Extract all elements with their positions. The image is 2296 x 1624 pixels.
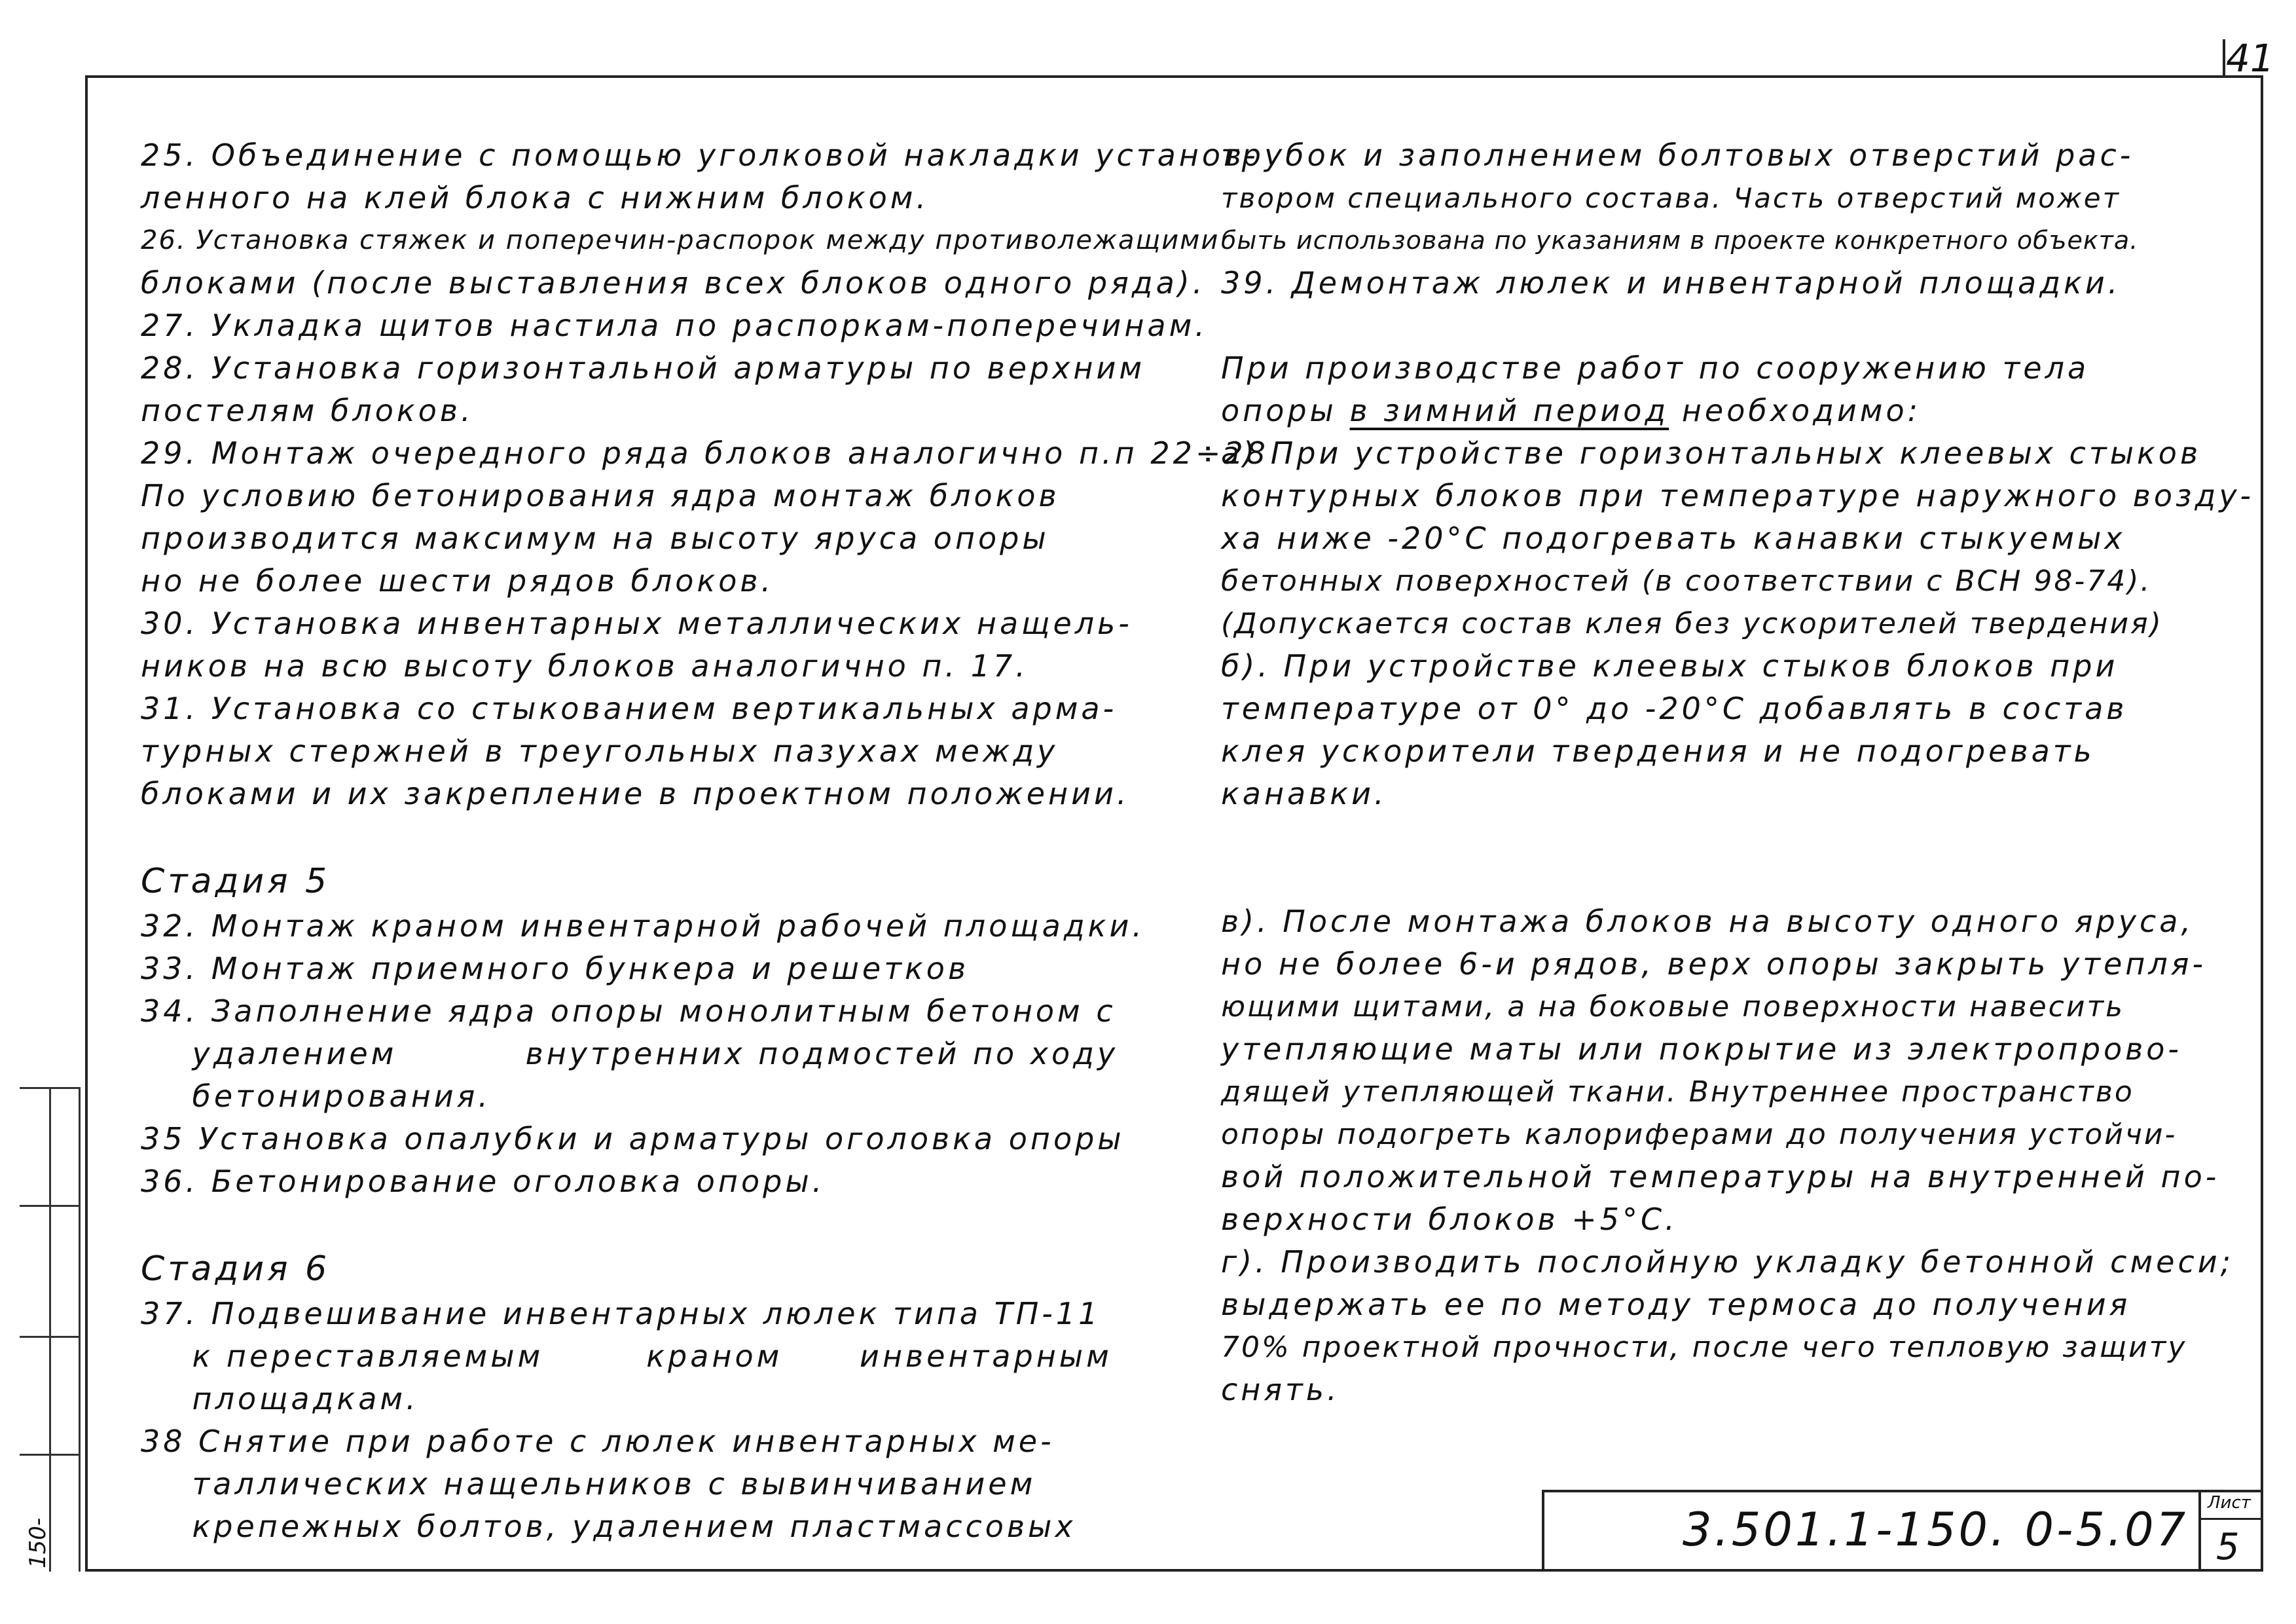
text-line: бетонных поверхностей (в соответствии с ВСН 98-74). — [1221, 564, 2152, 598]
text-line: таллических нащельников с вывинчиванием — [141, 1466, 1036, 1502]
text-line: 25. Объединение с помощью уголковой накладки установ- — [141, 138, 1259, 173]
item-v — [1221, 900, 2242, 1241]
text-line: производится максимум на высоту яруса опоры — [141, 521, 1049, 556]
text-line: ников на всю высоту блоков аналогично п. 17. — [141, 648, 1029, 684]
left-column — [141, 134, 1269, 1548]
sheet-label: Лист — [2208, 1493, 2251, 1513]
item-g — [1221, 1241, 2242, 1411]
text-line: утепляющие маты или покрытие из электропрово- — [1221, 1031, 2183, 1067]
text-line: опоры подогреть калориферами до получения устойчи- — [1221, 1118, 2178, 1151]
text-line: верхности блоков +5°С. — [1221, 1202, 1678, 1237]
binding-cell — [20, 1087, 79, 1089]
text-line: турных стержней в треугольных пазухах между — [141, 733, 1059, 769]
text-line: 26. Установка стяжек и поперечин-распорок между противолежащими — [141, 225, 1220, 255]
text-fragment: опоры — [1221, 393, 1350, 428]
stage-5-list — [141, 905, 1188, 1203]
left-block-1 — [141, 134, 1269, 815]
text-line: клея ускорители твердения и не подогревать — [1221, 733, 2095, 769]
text-line: ха ниже -20°С подогревать канавки стыкуемых — [1221, 521, 2126, 556]
text-line: (Допускается состав клея без ускорителей твердения) — [1221, 607, 2163, 640]
right-column — [1221, 134, 2255, 1411]
text-line: канавки. — [1221, 776, 1387, 811]
text-line: дящей утепляющей ткани. Внутреннее пространство — [1221, 1075, 2134, 1109]
text-line: ленного на клей блока с нижним блоком. — [141, 180, 930, 215]
text-fragment: необходимо: — [1669, 393, 1922, 428]
page-number: 41 — [2226, 36, 2274, 81]
document-code: 3.501.1-150. 0-5.07 — [1683, 1503, 2189, 1557]
stage-6-heading: Стадия 6 — [141, 1249, 331, 1289]
text-line: ющими щитами, а на боковые поверхности навесить — [1221, 990, 2125, 1024]
text-line: но не более шести рядов блоков. — [141, 563, 774, 599]
text-line: 32. Монтаж краном инвентарной рабочей площадки. — [141, 908, 1145, 944]
text-line: контурных блоков при температуре наружного возду- — [1221, 478, 2255, 513]
text-line: 38 Снятие при работе с люлек инвентарных ме- — [141, 1424, 1055, 1459]
text-line: б). При устройстве клеевых стыков блоков при — [1221, 648, 2119, 684]
text-line: 33. Монтаж приемного бункера и решетков — [141, 951, 970, 986]
text-line: 36. Бетонирование оголовка опоры. — [141, 1164, 826, 1199]
text-line: 34. Заполнение ядра опоры монолитным бетоном с — [141, 993, 1116, 1029]
stage-5-heading: Стадия 5 — [141, 862, 331, 901]
binding-cell — [20, 1336, 79, 1338]
text-line: При производстве работ по сооружению тела — [1221, 350, 2090, 386]
text-line: блоками и их закрепление в проектном положении. — [141, 776, 1130, 811]
corner-tick — [2223, 39, 2225, 75]
text-line: в). После монтажа блоков на высоту одного яруса, — [1221, 904, 2195, 939]
text-line: 27. Укладка щитов настила по распоркам-поперечинам. — [141, 308, 1208, 343]
text-line: выдержать ее по методу термоса до получения — [1221, 1287, 2131, 1322]
text-line: 30. Установка инвентарных металлических нащель- — [141, 606, 1133, 641]
binding-cell — [20, 1454, 79, 1456]
binding-divider — [49, 1087, 51, 1572]
text-line: удалением внутренних подмостей по ходу — [141, 1036, 1119, 1071]
text-line: снять. — [1221, 1372, 1340, 1407]
text-line: вой положительной температуры на внутренней по- — [1221, 1159, 2220, 1194]
text-line: твором специального состава. Часть отверстий может — [1221, 182, 2121, 214]
text-line: 70% проектной прочности, после чего тепловую защиту — [1221, 1331, 2187, 1364]
text-line: а) При устройстве горизонтальных клеевых стыков — [1221, 435, 2202, 471]
text-line: По условию бетонирования ядра монтаж блоков — [141, 478, 1060, 513]
text-line: 28. Установка горизонтальной арматуры по верхним — [141, 350, 1146, 386]
text-line: но не более 6-и рядов, верх опоры закрыть утепля- — [1221, 946, 2207, 982]
text-line: 37. Подвешивание инвентарных люлек типа ТП-11 — [141, 1296, 1101, 1331]
stage-6-list — [141, 1293, 1188, 1548]
text-line: 35 Установка опалубки и арматуры оголовка опоры — [141, 1121, 1125, 1156]
right-block-1 — [1221, 134, 2242, 304]
text-line: блоками (после выставления всех блоков одного ряда). — [141, 265, 1206, 301]
winter-intro-line — [1221, 390, 2242, 432]
text-line: крепежных болтов, удалением пластмассовых — [141, 1509, 1076, 1544]
winter-period-underlined: в зимний период — [1349, 393, 1669, 428]
text-line: площадкам. — [141, 1381, 419, 1416]
binding-number: 150- — [25, 1517, 51, 1568]
text-line: бетонирования. — [141, 1079, 491, 1114]
sheet-separator — [2198, 1518, 2263, 1520]
text-line: трубок и заполнением болтовых отверстий рас- — [1221, 138, 2134, 173]
text-line: 39. Демонтаж люлек и инвентарной площадки. — [1221, 265, 2121, 301]
binding-margin-stamp — [20, 1087, 81, 1572]
text-line: температуре от 0° до -20°С добавлять в состав — [1221, 691, 2128, 726]
text-line: постелям блоков. — [141, 393, 474, 428]
binding-cell — [20, 1205, 79, 1207]
text-line: 31. Установка со стыкованием вертикальных арма- — [141, 691, 1118, 726]
text-line: г). Производить послойную укладку бетонной смеси; — [1221, 1244, 2234, 1280]
text-line: 29. Монтаж очередного ряда блоков аналогично п.п 22÷28 — [141, 435, 1269, 471]
winter-section — [1221, 347, 2255, 815]
sheet-number: 5 — [2216, 1526, 2240, 1568]
text-line: быть использована по указаниям в проекте конкретного объекта. — [1221, 226, 2139, 255]
text-line: к переставляемым краном инвентарным — [141, 1338, 1112, 1374]
